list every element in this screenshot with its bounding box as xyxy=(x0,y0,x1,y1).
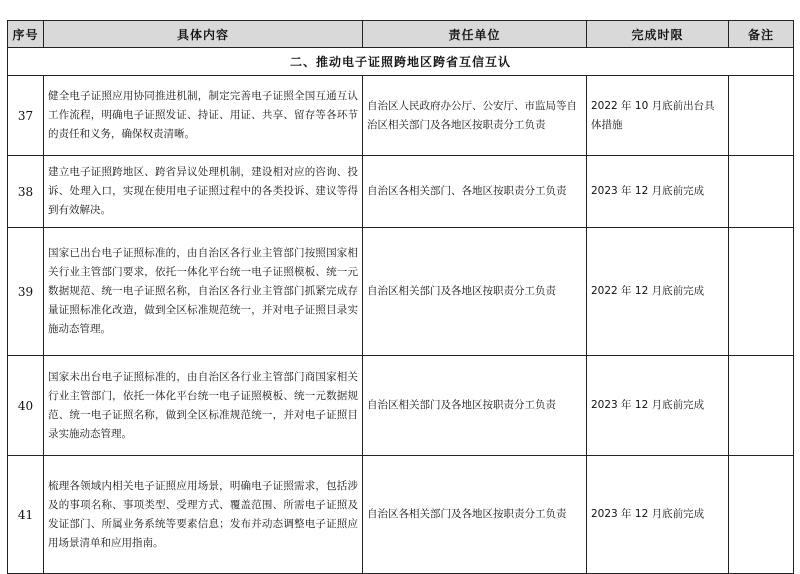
row-number: 40 xyxy=(8,356,44,456)
row-content: 梳理各领域内相关电子证照应用场景，明确电子证照需求，包括涉及的事项名称、事项类型、受理方式、覆盖范围、所需电子证照及发证部门、所属业务系统等要素信息；发布并动态调整电子证照应用场景清单和应用指南。 xyxy=(44,456,363,574)
row-number: 41 xyxy=(8,456,44,574)
header-no: 序号 xyxy=(8,21,44,48)
task-table xyxy=(7,20,794,574)
row-note xyxy=(729,156,794,228)
row-content: 国家已出台电子证照标准的，由自治区各行业主管部门按照国家相关行业主管部门要求，依托一体化平台统一电子证照模板、统一元数据规范、统一电子证照名称，自治区各行业主管部门抓紧完成存量证照标准化改造，做到全区标准规范统一，并对电子证照目录实施动态管理。 xyxy=(44,228,363,356)
row-note xyxy=(729,76,794,156)
row-content: 健全电子证照应用协同推进机制，制定完善电子证照全国互通互认工作流程，明确电子证照发证、持证、用证、共享、留存等各环节的责任和义务，确保权责清晰。 xyxy=(44,76,363,156)
row-number: 37 xyxy=(8,76,44,156)
row-number: 39 xyxy=(8,228,44,356)
row-unit: 自治区人民政府办公厅、公安厅、市监局等自治区相关部门及各地区按职责分工负责 xyxy=(363,76,587,156)
task-table-container xyxy=(7,20,793,574)
row-unit: 自治区相关部门及各地区按职责分工负责 xyxy=(363,356,587,456)
row-deadline: 2023 年 12 月底前完成 xyxy=(587,456,729,574)
section-row xyxy=(8,48,794,76)
table-row xyxy=(8,156,794,228)
row-content: 国家未出台电子证照标准的，由自治区各行业主管部门商国家相关行业主管部门，依托一体化平台统一电子证照模板、统一元数据规范、统一电子证照名称，做到全区标准规范统一，并对电子证照目录实施动态管理。 xyxy=(44,356,363,456)
header-deadline: 完成时限 xyxy=(587,21,729,48)
row-unit: 自治区各相关部门及各地区按职责分工负责 xyxy=(363,456,587,574)
header-row xyxy=(8,21,794,48)
row-unit: 自治区相关部门及各地区按职责分工负责 xyxy=(363,228,587,356)
header-unit: 责任单位 xyxy=(363,21,587,48)
row-note xyxy=(729,456,794,574)
row-note xyxy=(729,228,794,356)
table-row xyxy=(8,456,794,574)
row-content: 建立电子证照跨地区、跨省异议处理机制，建设相对应的咨询、投诉、处理入口，实现在使用电子证照过程中的各类投诉、建议等得到有效解决。 xyxy=(44,156,363,228)
row-deadline: 2022 年 12 月底前完成 xyxy=(587,228,729,356)
row-deadline: 2022 年 10 月底前出台具体措施 xyxy=(587,76,729,156)
row-deadline: 2023 年 12 月底前完成 xyxy=(587,356,729,456)
row-deadline: 2023 年 12 月底前完成 xyxy=(587,156,729,228)
row-unit: 自治区各相关部门、各地区按职责分工负责 xyxy=(363,156,587,228)
header-content: 具体内容 xyxy=(44,21,363,48)
header-note: 备注 xyxy=(729,21,794,48)
table-row xyxy=(8,356,794,456)
section-title: 二、推动电子证照跨地区跨省互信互认 xyxy=(8,48,794,76)
table-row xyxy=(8,76,794,156)
row-note xyxy=(729,356,794,456)
table-row xyxy=(8,228,794,356)
row-number: 38 xyxy=(8,156,44,228)
